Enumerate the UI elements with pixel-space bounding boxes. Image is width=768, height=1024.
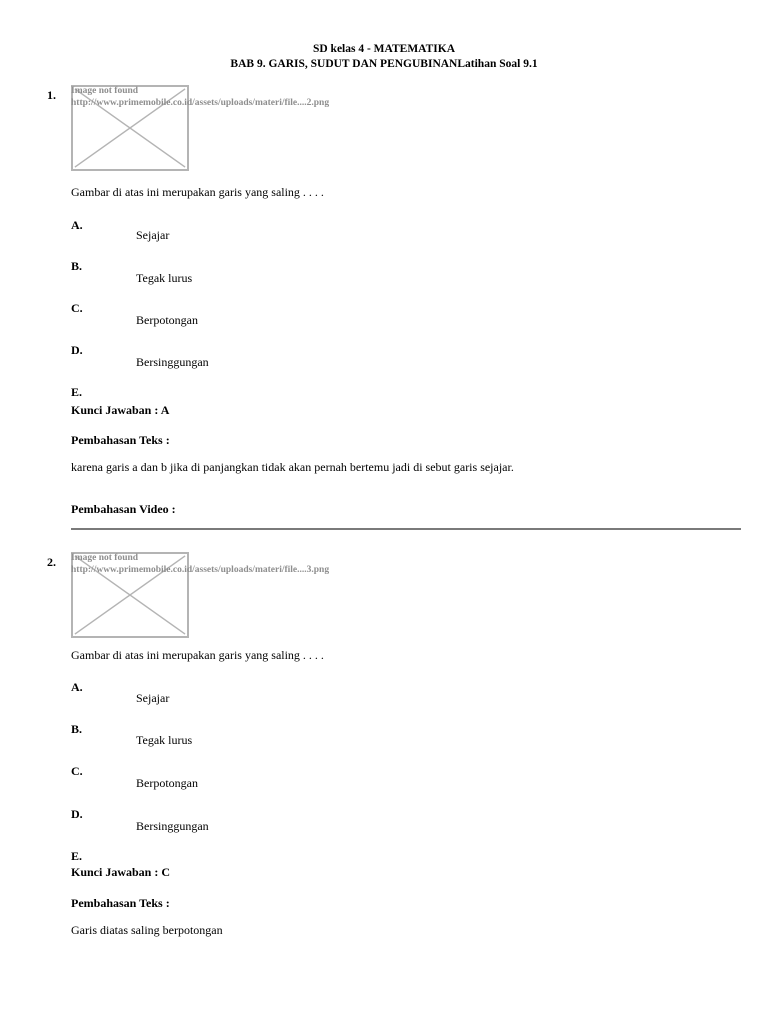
image-alt-text [71,85,329,109]
option-letter-b: B. [71,722,83,736]
question-number: 1. [47,88,56,102]
option-letter-b: B. [71,259,83,273]
image-url: http://www.primemobile.co.id/assets/uploads/materi/file....2.png [71,98,330,108]
option-text-c: Berpotongan [136,313,198,327]
image-missing-label: Image not found [71,86,139,96]
option-letter-e: E. [71,849,83,863]
option-letter-a: A. [71,218,83,232]
explanation-text-heading: Pembahasan Teks : [71,896,170,910]
option-text-c: Berpotongan [136,776,198,790]
option-text-a: Sejajar [136,691,170,705]
option-text-d: Bersinggungan [136,819,209,833]
option-text-a: Sejajar [136,228,170,242]
option-letter-c: C. [71,301,83,315]
image-missing-label: Image not found [71,553,139,563]
explanation-video-heading: Pembahasan Video : [71,502,176,516]
question-stem: Gambar di atas ini merupakan garis yang saling . . . . [71,185,324,199]
page-title: SD kelas 4 - MATEMATIKA [312,43,456,55]
option-text-d: Bersinggungan [136,355,209,369]
option-letter-c: C. [71,764,83,778]
option-text-b: Tegak lurus [136,733,193,747]
explanation-text: karena garis a dan b jika di panjangkan tidak akan pernah bertemu jadi di sebut garis sejajar. [71,460,514,474]
question-divider [71,528,741,530]
image-alt-text [71,552,329,576]
option-letter-d: D. [71,807,83,821]
answer-key: Kunci Jawaban : A [71,403,170,417]
question-number: 2. [47,555,56,569]
explanation-text: Garis diatas saling berpotongan [71,923,223,937]
page-subtitle: BAB 9. GARIS, SUDUT DAN PENGUBINANLatihan Soal 9.1 [230,58,538,70]
explanation-text-heading: Pembahasan Teks : [71,433,170,447]
question-stem: Gambar di atas ini merupakan garis yang saling . . . . [71,648,324,662]
option-letter-e: E. [71,385,83,399]
answer-key: Kunci Jawaban : C [71,865,171,879]
page-header [0,42,768,72]
option-letter-d: D. [71,343,83,357]
image-url: http://www.primemobile.co.id/assets/uploads/materi/file....3.png [71,565,330,575]
option-text-b: Tegak lurus [136,271,193,285]
option-letter-a: A. [71,680,83,694]
